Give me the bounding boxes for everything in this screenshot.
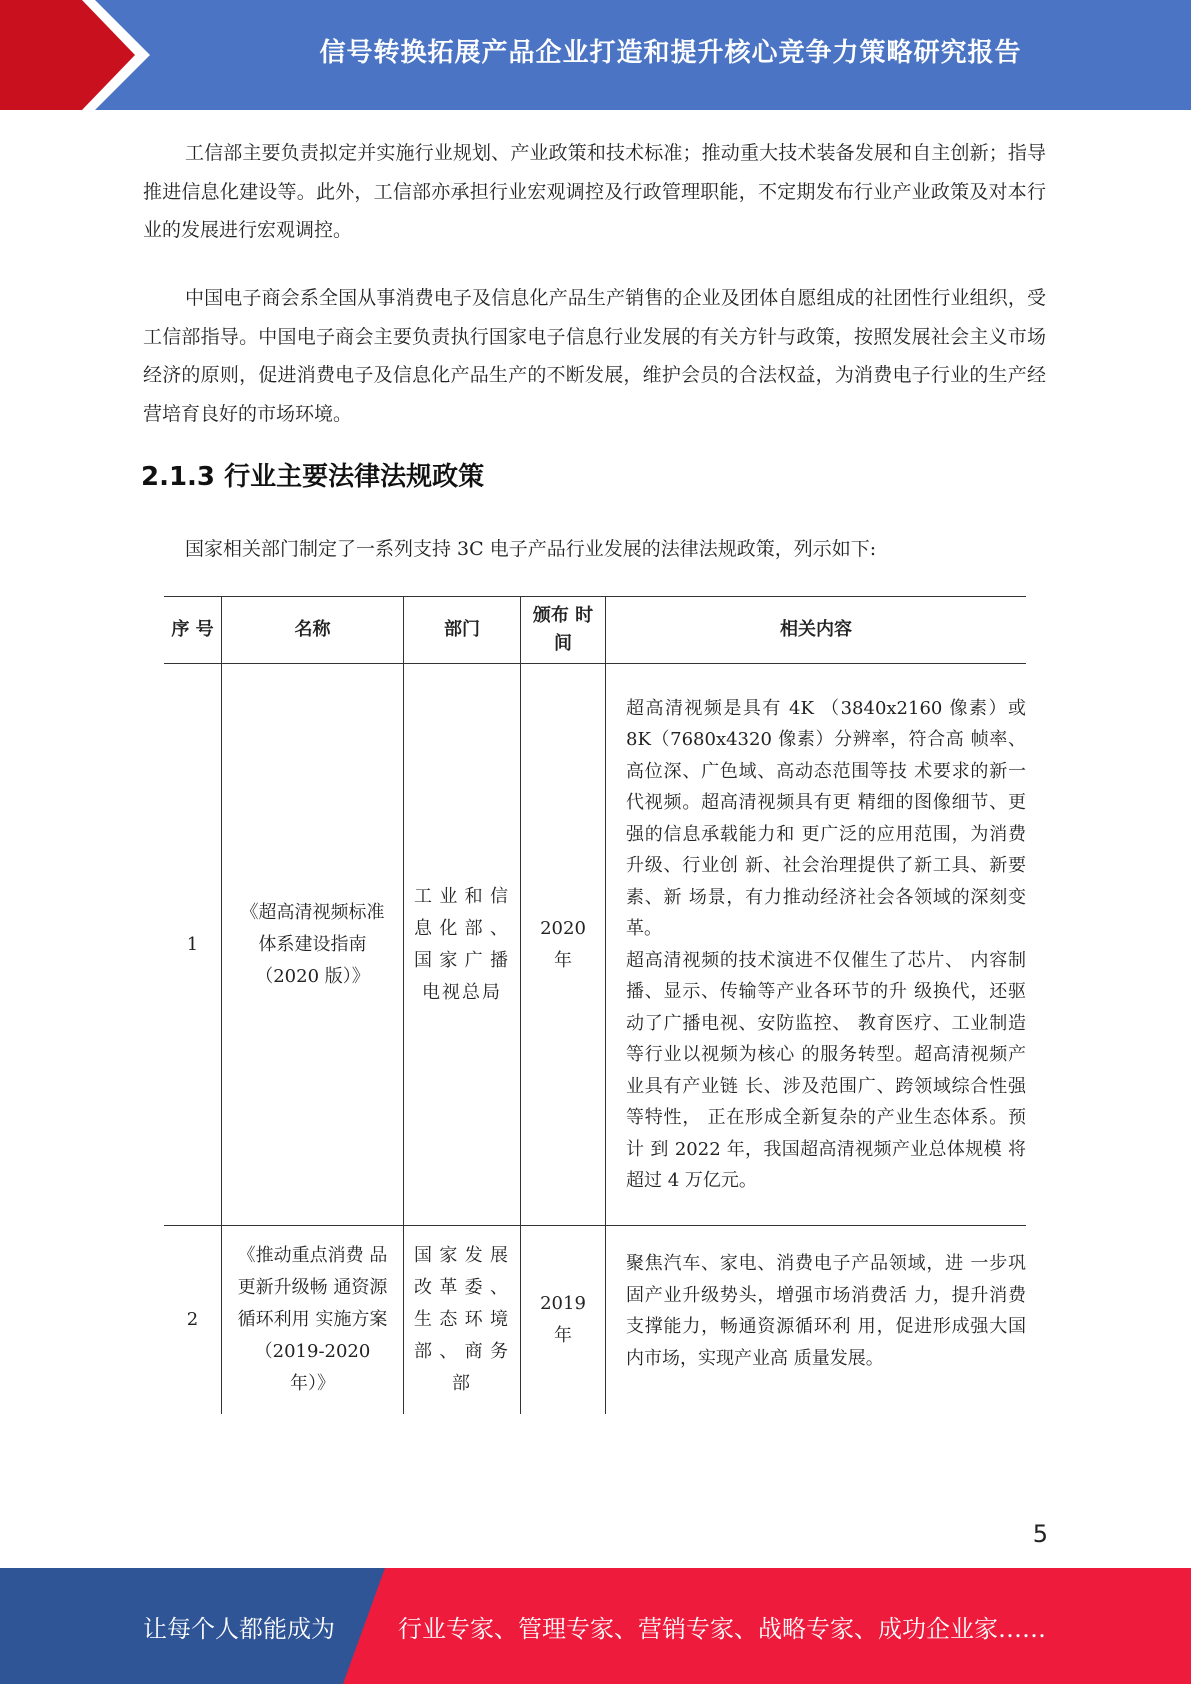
table-header-row <box>164 597 1026 664</box>
header-name: 名称 <box>222 597 404 663</box>
header-chevron-decoration <box>0 0 150 110</box>
footer-slogan-right: 行业专家、管理专家、营销专家、战略专家、成功企业家…… <box>398 1614 1046 1643</box>
row-policy-name: 《推动重点消费 品更新升级畅 通资源循环利用 实施方案（2019-2020 年）》 <box>222 1226 404 1414</box>
row-content <box>606 693 1026 1197</box>
paragraph-miit: 工信部主要负责拟定并实施行业规划、产业政策和技术标准；推动重大技术装备发展和自主创新；指导推进信息化建设等。此外，工信部亦承担行业宏观调控及行政管理职能，不定期发布行业产业政策及对本行业的发展进行宏观调控。 <box>143 142 1046 241</box>
row-no: 2 <box>164 1226 222 1414</box>
page-header <box>0 0 1191 110</box>
page-footer <box>0 1568 1191 1684</box>
row-year: 2020 年 <box>521 664 606 1225</box>
header-dept: 部门 <box>404 597 521 663</box>
policy-table <box>164 596 1026 1414</box>
footer-slogan-left: 让每个人都能成为 <box>143 1614 335 1643</box>
header-no: 序 号 <box>164 597 222 663</box>
document-title: 信号转换拓展产品企业打造和提升核心竞争力策略研究报告 <box>319 37 1022 68</box>
row-content-cell <box>606 1226 1026 1414</box>
row-year: 2019 年 <box>521 1226 606 1414</box>
header-content: 相关内容 <box>780 619 852 640</box>
row-dept: 工业和信息化部、国家广播电视总局 <box>404 664 521 1225</box>
row-dept: 国家发展改革委、生态环境部、商务部 <box>404 1226 521 1414</box>
row-policy-name: 《超高清视频标准体系建设指南（2020 版）》 <box>222 664 404 1225</box>
table-row <box>164 1226 1026 1414</box>
row-content-part2: 超高清视频的技术演进不仅催生了芯片、 内容制播、显示、传输等产业各环节的升 级换代，还驱动了广播电视、安防监控、 教育医疗、工业制造等行业以视频为核心 的服务转型。超高清视频产业具有产业链 长、涉及范围广、跨领域综合性强等特性， 正在形成全新复杂的产业生态体系。预计 到 2022 年，我国超高清视频产业总体规模 将超过 4 万亿元。 <box>626 949 1026 1191</box>
row-content-cell <box>606 664 1026 1225</box>
table-intro: 国家相关部门制定了一系列支持 3C 电子产品行业发展的法律法规政策，列示如下: <box>185 538 877 560</box>
paragraph-chamber: 中国电子商会系全国从事消费电子及信息化产品生产销售的企业及团体自愿组成的社团性行业组织，受工信部指导。中国电子商会主要负责执行国家电子信息行业发展的有关方针与政策，按照发展社会主义市场经济的原则，促进消费电子及信息化产品生产的不断发展，维护会员的合法权益，为消费电子行业的生产经营培育良好的市场环境。 <box>143 287 1046 425</box>
row-content: 聚焦汽车、家电、消费电子产品领域，进 一步巩固产业升级势头，增强市场消费活 力，提升消费支撑能力，畅通资源循环利 用，促进形成强大国内市场，实现产业高 质量发展。 <box>626 1253 1026 1369</box>
section-heading: 2.1.3 行业主要法律法规政策 <box>141 462 485 492</box>
row-content-part1: 超高清视频是具有 4K （3840x2160 像素）或 8K（7680x4320 像素）分辨率，符合高 帧率、高位深、广色域、高动态范围等技 术要求的新一代视频。超高清视频具有更 精细的图像细节、更强的信息承载能力和 更广泛的应用范围，为消费升级、行业创 新、社会治理提供了新工具、新要素、新 场景，有力推动经济社会各领域的深刻变 革。 <box>626 697 1026 939</box>
header-year: 颁布 时间 <box>521 597 606 663</box>
table-row <box>164 664 1026 1226</box>
row-no: 1 <box>164 664 222 1225</box>
page-number: 5 <box>1032 1520 1048 1548</box>
